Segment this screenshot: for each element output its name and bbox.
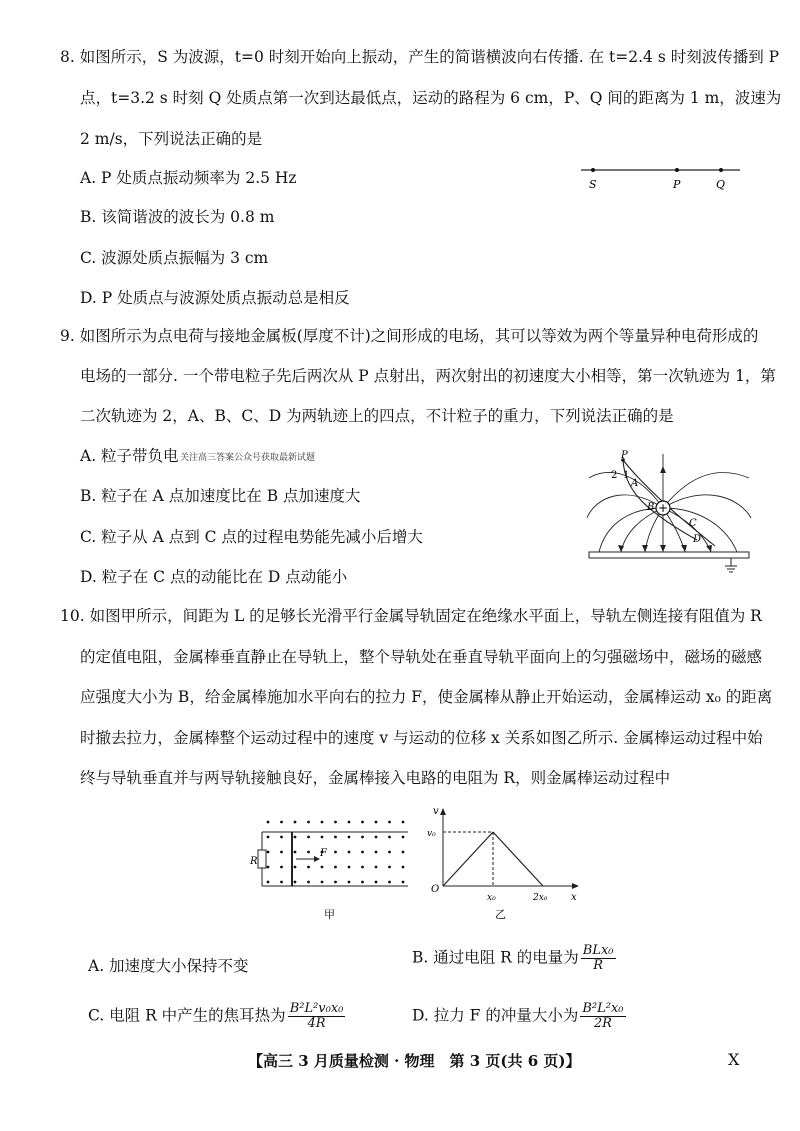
label-f: F (320, 848, 327, 859)
q8-option-d: D. P 处质点与波源处质点振动总是相反 (80, 289, 350, 307)
q10-option-b (412, 944, 616, 973)
field-dot (388, 866, 391, 869)
fraction-d-num: B²L²x₀ (582, 1001, 624, 1016)
caption-yi: 乙 (495, 908, 506, 921)
field-dot (375, 881, 378, 884)
field-dot (361, 881, 364, 884)
field-dot (267, 866, 270, 869)
field-dot (388, 836, 391, 839)
label-1: 1 (623, 470, 630, 481)
field-dot (280, 821, 283, 824)
field-dot (294, 851, 297, 854)
fraction-c-den: 4R (307, 1016, 326, 1031)
label-d: D (693, 534, 702, 545)
field-dot (294, 881, 297, 884)
q10-line3: 应强度大小为 B，给金属棒施加水平向右的拉力 F，使金属棒从静止开始运动，金属棒运动 x₀ 的距离 (80, 688, 773, 706)
fraction-d (580, 1002, 625, 1031)
q9-line1: 9. 如图所示为点电荷与接地金属板(厚度不计)之间形成的电场，其可以等效为两个等量异种电荷形成的 (60, 327, 759, 345)
q8-line3: 2 m/s，下列说法正确的是 (80, 130, 263, 148)
field-dot (361, 851, 364, 854)
label-p: P (621, 450, 628, 461)
field-dot (321, 821, 324, 824)
field-dot (402, 821, 405, 824)
field-dot (267, 836, 270, 839)
q10-option-b-text: B. 通过电阻 R 的电量为 (412, 948, 579, 967)
q10-line1: 10. 如图甲所示，间距为 L 的足够长光滑平行金属导轨固定在绝缘水平面上，导轨左侧连接有阻值为 R (60, 607, 762, 625)
field-dot (375, 821, 378, 824)
fraction-b-num: BLx₀ (582, 943, 614, 958)
field-dot (361, 866, 364, 869)
field-dot (307, 866, 310, 869)
field-dot (348, 866, 351, 869)
label-2x0: 2x₀ (533, 893, 548, 903)
field-dot (388, 851, 391, 854)
charge-plus: + (658, 501, 669, 515)
field-dot (307, 836, 310, 839)
caption-jia: 甲 (324, 908, 335, 921)
label-a: A (631, 478, 639, 489)
field-dot (375, 836, 378, 839)
field-dot (307, 851, 310, 854)
field-dot (334, 881, 337, 884)
field-dot (267, 851, 270, 854)
field-dot (334, 851, 337, 854)
q10-figure-jia (248, 814, 413, 922)
field-dot (402, 836, 405, 839)
label-v0: v₀ (427, 829, 436, 839)
field-dot (388, 881, 391, 884)
field-dot (267, 881, 270, 884)
q10-option-d (412, 1002, 626, 1031)
field-dot (321, 881, 324, 884)
field-dot (348, 836, 351, 839)
field-dot (294, 821, 297, 824)
q9-field-figure (585, 448, 755, 578)
q10-option-c (88, 1002, 345, 1031)
field-dot (280, 881, 283, 884)
field-dot (388, 821, 391, 824)
label-o: O (431, 884, 440, 895)
fraction-b (581, 944, 616, 973)
field-dot (402, 851, 405, 854)
field-dot (307, 821, 310, 824)
q10-line4: 时撤去拉力，金属棒整个运动过程中的速度 v 与运动的位移 x 关系如图乙所示. 金属棒运动过程中始 (80, 729, 763, 747)
field-dot (267, 821, 270, 824)
q8-option-a: A. P 处质点振动频率为 2.5 Hz (80, 169, 297, 187)
label-q: Q (716, 178, 726, 191)
field-dot (348, 821, 351, 824)
field-dot (294, 836, 297, 839)
field-dot (334, 836, 337, 839)
label-r: R (250, 856, 258, 867)
q10-figure-yi (425, 806, 585, 922)
field-dot (294, 866, 297, 869)
label-b: B (647, 502, 655, 513)
footer-corner-mark: X (728, 1050, 740, 1069)
fraction-c-num: B²L²v₀x₀ (289, 1001, 344, 1016)
q8-line1: 8. 如图所示，S 为波源，t=0 时刻开始向上振动，产生的简谐横波向右传播. 在 t=2.4 s 时刻波传播到 P (60, 48, 780, 66)
label-x0: x₀ (487, 893, 496, 903)
q9-option-b: B. 粒子在 A 点加速度比在 B 点加速度大 (80, 487, 361, 505)
q8-wave-figure (575, 158, 745, 194)
q10-option-a: A. 加速度大小保持不变 (88, 957, 249, 975)
q9-option-a: A. 粒子带负电 (80, 447, 179, 465)
label-s: S (589, 178, 597, 191)
q8-option-b: B. 该简谐波的波长为 0.8 m (80, 208, 275, 226)
field-dot (361, 821, 364, 824)
field-dot (280, 866, 283, 869)
q10-line2: 的定值电阻，金属棒垂直静止在导轨上，整个导轨处在垂直导轨平面向上的匀强磁场中，磁场的磁感 (80, 648, 763, 666)
watermark-note: 关注高三答案公众号获取最新试题 (180, 453, 316, 463)
axis-x: x (571, 892, 577, 903)
fraction-c (288, 1002, 346, 1031)
fraction-b-den: R (593, 958, 604, 973)
q9-option-d: D. 粒子在 C 点的动能比在 D 点动能小 (80, 568, 348, 586)
field-dot (307, 881, 310, 884)
q10-option-c-text: C. 电阻 R 中产生的焦耳热为 (88, 1006, 286, 1025)
field-dot (321, 866, 324, 869)
field-dot (402, 881, 405, 884)
page-footer: 【高三 3 月质量检测 · 物理 第 3 页(共 6 页)】 (248, 1052, 581, 1070)
axis-v: v (433, 806, 439, 817)
q9-line3: 二次轨迹为 2，A、B、C、D 为两轨迹上的四点，不计粒子的重力，下列说法正确的是 (80, 407, 674, 425)
label-c: C (689, 518, 697, 529)
q8-option-c: C. 波源处质点振幅为 3 cm (80, 249, 269, 267)
q9-option-c: C. 粒子从 A 点到 C 点的过程电势能先减小后增大 (80, 528, 423, 546)
field-dot (334, 821, 337, 824)
field-dot (280, 851, 283, 854)
field-dot (402, 866, 405, 869)
q8-line2: 点，t=3.2 s 时刻 Q 处质点第一次到达最低点，运动的路程为 6 cm，P、Q 间的距离为 1 m，波速为 (80, 89, 782, 107)
field-dot (375, 866, 378, 869)
q9-line2: 电场的一部分. 一个带电粒子先后两次从 P 点射出，两次射出的初速度大小相等，第一次轨迹为 1，第 (80, 367, 776, 385)
q10-option-d-text: D. 拉力 F 的冲量大小为 (412, 1006, 579, 1025)
fraction-d-den: 2R (593, 1016, 612, 1031)
field-dot (348, 881, 351, 884)
field-dot (334, 866, 337, 869)
label-p: P (673, 178, 681, 191)
field-dot (361, 836, 364, 839)
field-dot (375, 851, 378, 854)
field-dot (348, 851, 351, 854)
field-dot (280, 836, 283, 839)
label-2: 2 (611, 470, 618, 481)
field-dot (321, 836, 324, 839)
q10-line5: 终与导轨垂直并与两导轨接触良好，金属棒接入电路的电阻为 R，则金属棒运动过程中 (80, 769, 671, 787)
